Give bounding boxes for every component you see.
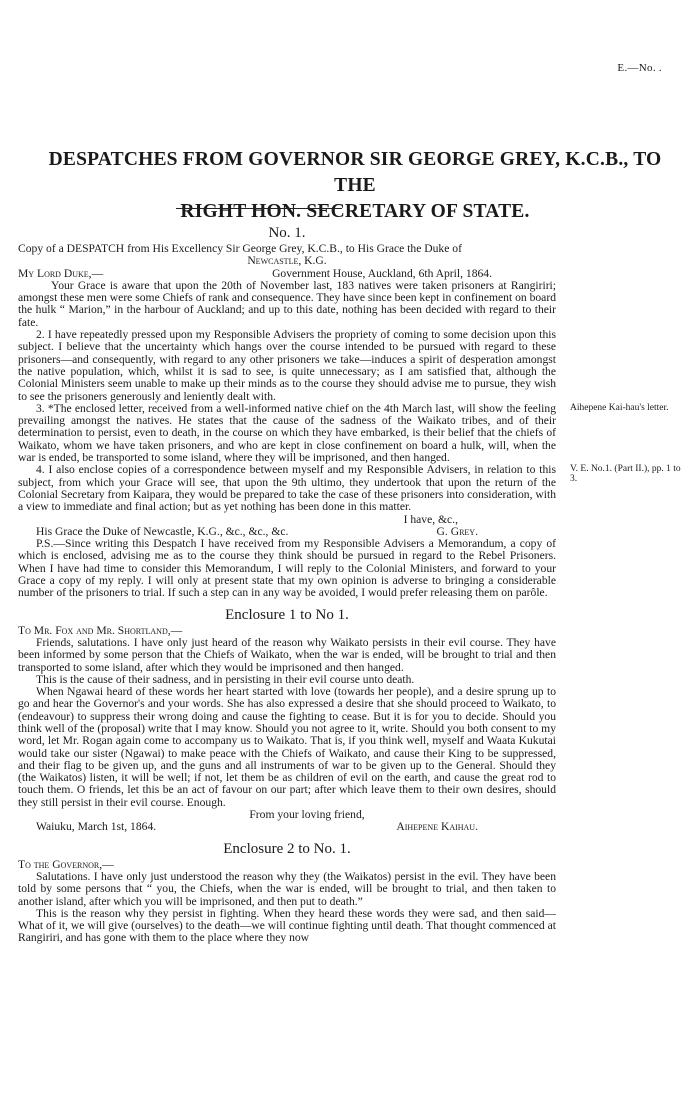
enclosure-1-recipient: To Mr. Fox and Mr. Shortland,— <box>18 623 183 637</box>
side-note-letter: Aihepene Kai-hau's letter. <box>570 402 669 413</box>
despatch-closing: I have, &c., <box>403 512 458 526</box>
despatch-paragraph-4-block <box>18 463 681 514</box>
despatch-heading: No. 1. <box>268 225 306 241</box>
enclosure-1-heading: Enclosure 1 to No 1. <box>225 606 349 623</box>
page-reference: E.—No. . <box>617 62 662 74</box>
document-body <box>18 224 681 945</box>
despatch-paragraph-4: 4. I also enclose copies of a correspondence between myself and my Responsible Advisers, in relation to this subject, from which your Grace will see, that upon the 9th ultimo, they undertook that upon the return of the Colonial Secretary from Kaipara, they would be prepared to take the case of these prisoners into consideration, with a view to immediate and final action; but as yet nothing has been done in this matter. <box>18 463 556 514</box>
despatch-paragraph-3-block <box>18 401 669 465</box>
enclosure-2-paragraph-2: This is the reason why they persist in fighting. When they heard these words they were sad, and then said—What of it, we will give (ourselves) to the death—we will continue fighting until death. That thought commenced at Rangiriri, and has gone with them to the place where they now <box>18 906 556 945</box>
despatch-copy-line-2: Newcastle, K.G. <box>247 254 327 268</box>
side-note-reference: V. E. No.1. (Part II.), pp. 1 to 3. <box>570 464 681 485</box>
postscript: P.S.—Since writing this Despatch I have received from my Responsible Advisers a Memorandum, a copy of which is enclosed, advising me as to the course they think should be pursued in regard to the Rebel Prisoners. When I have had time to consider this Memorandum, I will reply to the Colonial Ministers, and forward to your Grace a copy of my reply. I will only at present state that my own opinion is adverse to bringing a considerable number of the prisoners to trial. If such a step can in any way be avoided, I would prefer releasing them on parôle. <box>18 537 556 600</box>
title-line-2: RIGHT HON. SECRETARY OF STATE. <box>180 201 530 222</box>
enclosure-2-heading: Enclosure 2 to No. 1. <box>223 840 351 857</box>
salutation: My Lord Duke,— <box>18 266 104 280</box>
enclosure-1-sign-row <box>18 821 556 833</box>
enclosure-1-paragraph-3: When Ngawai heard of these words her heart started with love (towards her people), and a desire sprung up to go and hear the Governor's and your words. She has also expressed a desire that she should proceed to Waikato, to (endeavour) to suppress their wrong doing and cause the fighting to cease. But it is for you to decide. Should you think well of the (proposal) write that I may know. Should you not agree to it, write. Should you both consent to my word, let Mr. Rogan again come to accompany us to Waikato. That is, if you think well, myself and Waata Kukutai would take our sister (Ngawai) to make peace with the Chiefs of Waikato, and cause their King to be suppressed, and their flag to be given up, and the guns and all instruments of war to be given up to the General. Should they (the Waikatos) listen, it will be well; if not, let them be as children of evil on the earth, and cause the great rod to touch them. O friends, let this be an act of favour on our part; after which leave them to their own desires, should they still persist in their evil course. Enough. <box>18 685 556 809</box>
despatch-paragraph-2: 2. I have repeatedly pressed upon my Responsible Advisers the propriety of coming to some decision upon this subject. I believe that the uncertainty which hangs over the course intended to be pursued with regard to these prisoners—and consequently, with regard to any other prisoners we take—induces a spirit of desperation amongst the native population, which, whilst it is sad to see, is quite unnecessary; as I am satisfied that, although the Colonial Ministers seem unable to make up their minds as to the course they should advise me to pursue, they wish to see the prisoners generously and leniently dealt with. <box>18 328 556 403</box>
addressee: His Grace the Duke of Newcastle, K.G., &c., &c., &c. <box>36 524 289 538</box>
enclosure-1-place-date: Waiuku, March 1st, 1864. <box>36 820 157 834</box>
despatch-paragraph-1: Your Grace is aware that upon the 20th of November last, 183 natives were taken prisoners at Rangiriri; amongst these men were some Chiefs of rank and consequence. They have since been kept in confinement on board the hulk “ Marion,” in the harbour of Auckland; and up to this date, nothing has been decided with regard to their fate. <box>18 278 556 329</box>
despatch-signature: G. Grey. <box>436 524 478 538</box>
place-date: Government House, Auckland, 6th April, 1864. <box>272 266 492 280</box>
despatch-copy-line: Copy of a DESPATCH from His Excellency Sir George Grey, K.C.B., to His Grace the Duke of <box>18 242 462 255</box>
title-divider <box>176 208 342 209</box>
document-title <box>30 147 680 225</box>
enclosure-2-recipient: To the Governor,— <box>18 857 114 871</box>
despatch-paragraph-3: 3. *The enclosed letter, received from a well-informed native chief on the 4th March last, will show the feeling prevailing amongst the natives. He states that the cause of the sadness of the Waikato tribes, and of their determination to persist, even to death, in the course on which they have embarked, is their belief that the chiefs of Waikato, whom we have taken prisoners, and who are kept in close confinement on board a hulk, will, when the war is ended, be transported to some island, where they will be imprisoned, and then hanged. <box>18 401 556 465</box>
enclosure-1-signature: Aihepene Kaihau. <box>396 820 478 834</box>
title-line-1: DESPATCHES FROM GOVERNOR SIR GEORGE GREY, K.C.B., TO THE <box>48 149 662 196</box>
enclosure-1-paragraph-1: Friends, salutations. I have only just heard of the reason why Waikato persists in their evil course. They have been informed by some person that the Chiefs of Waikato, when the war is ended, will be brought to trial and then transported to some island, after which they would be imprisoned and then hanged. <box>18 635 556 674</box>
enclosure-1-closing: From your loving friend, <box>249 808 365 822</box>
enclosure-2-paragraph-1: Salutations. I have only just understood the reason why they (the Waikatos) persist in the evil. They have been told by some persons that “ you, the Chiefs, when the war is ended, will be brought to trial, and then taken to another island, after which you will be imprisoned, and then put to death.” <box>18 869 556 908</box>
enclosure-1-paragraph-2: This is the cause of their sadness, and in persisting in their evil course unto death. <box>36 672 415 686</box>
